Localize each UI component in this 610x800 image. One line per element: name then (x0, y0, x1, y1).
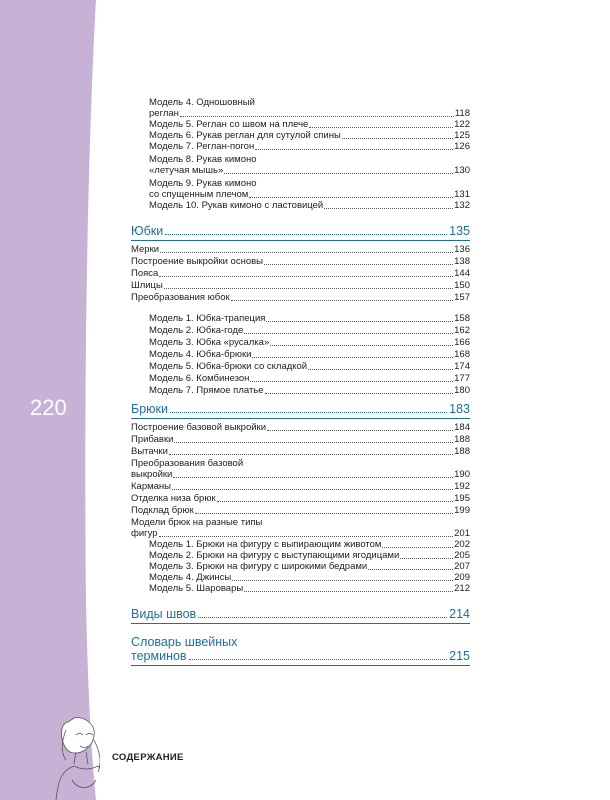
toc-entry-title: со спущенным плечом (149, 189, 249, 200)
toc-entry-page: 157 (454, 292, 470, 303)
toc-entry-page: 190 (454, 469, 470, 480)
toc-entry-title: Построение базовой выкройки (131, 422, 267, 433)
toc-entry-title: «летучая мышь» (149, 165, 224, 176)
page-number: 220 (30, 395, 67, 420)
toc-entry (149, 325, 470, 336)
toc-entry-page: 199 (454, 505, 470, 516)
toc-entry (131, 280, 470, 291)
toc-entry-title: Модель 3. Брюки на фигуру с широкими бедрами (149, 561, 368, 572)
toc-entry-title: Модель 5. Реглан со швом на плече (149, 119, 309, 130)
section-heading-glossary (131, 649, 470, 663)
section-heading-skirts (131, 224, 470, 238)
section-page: 215 (449, 649, 470, 663)
toc-entry (149, 539, 470, 550)
toc-entry-title: Вытачки (131, 446, 168, 457)
toc-entry (149, 550, 470, 561)
toc-entry-page: 192 (454, 481, 470, 492)
toc-entry-page: 205 (454, 550, 470, 561)
section-page: 183 (449, 402, 470, 416)
section-title: Юбки (131, 224, 164, 238)
toc-entry (149, 337, 470, 348)
toc-entry-page: 118 (454, 108, 470, 119)
toc-entry-line: Преобразования базовой (131, 458, 244, 469)
toc-entry (149, 373, 470, 384)
toc-entry-page: 150 (454, 280, 470, 291)
toc-entry-title: Карманы (131, 481, 171, 492)
toc-entry (149, 349, 470, 360)
section-page: 135 (449, 224, 470, 238)
toc-entry-title: Модель 3. Юбка «русалка» (149, 337, 270, 348)
toc-entry-title: Мерки (131, 244, 160, 255)
toc-entry-title: Модель 2. Брюки на фигуру с выступающими ягодицами (149, 550, 400, 561)
toc-entry-title: Модель 7. Прямое платье (149, 385, 264, 396)
toc-entry-title: Модель 6. Рукав реглан для сутулой спины (149, 130, 341, 141)
toc-entry (131, 493, 470, 504)
toc-entry (149, 130, 470, 141)
toc-entry-title: Модель 1. Юбка-трапеция (149, 313, 266, 324)
toc-entry (149, 385, 470, 396)
toc-entry (131, 505, 470, 516)
section-heading-seams (131, 607, 470, 621)
toc-entry (149, 583, 470, 594)
toc-entry-title: Шлицы (131, 280, 163, 291)
toc-entry-title: Модель 10. Рукав кимоно с ластовицей (149, 200, 324, 211)
toc-entry-title: Модель 1. Брюки на фигуру с выпирающим животом (149, 539, 382, 550)
toc-entry-page: 131 (454, 189, 470, 200)
toc-entry-page: 180 (454, 385, 470, 396)
toc-entry-title: Модель 7. Реглан-погон (149, 141, 255, 152)
toc-entry-page: 126 (454, 141, 470, 152)
section-title: Брюки (131, 402, 168, 416)
toc-entry-page: 158 (454, 313, 470, 324)
section-rule (131, 418, 470, 419)
toc-entry (149, 119, 470, 130)
toc-entry (131, 292, 470, 303)
toc-entry-title: реглан (149, 108, 179, 119)
toc-entry (149, 108, 470, 119)
toc-entry-page: 207 (454, 561, 470, 572)
toc-entry-page: 201 (454, 528, 470, 539)
toc-entry (131, 268, 470, 279)
toc-entry-page: 184 (454, 422, 470, 433)
section-heading-line: Словарь швейных (131, 635, 238, 649)
toc-entry-title: Модель 2. Юбка-годе (149, 325, 244, 336)
toc-entry-page: 132 (454, 200, 470, 211)
toc-entry-page: 195 (454, 493, 470, 504)
toc-entry (149, 141, 470, 152)
toc-entry-page: 138 (454, 256, 470, 267)
toc-entry-line: Модели брюк на разные типы (131, 517, 263, 528)
toc-entry-page: 168 (454, 349, 470, 360)
toc-entry (131, 446, 470, 457)
toc-entry-page: 144 (454, 268, 470, 279)
toc-entry (131, 528, 470, 539)
toc-entry (131, 434, 470, 445)
toc-entry (131, 469, 470, 480)
toc-entry-page: 188 (454, 446, 470, 457)
section-rule (131, 665, 470, 666)
toc-entry-title: Подклад брюк (131, 505, 194, 516)
toc-entry-page: 212 (454, 583, 470, 594)
toc-entry-title: Модель 5. Шаровары (149, 583, 244, 594)
toc-entry (149, 200, 470, 211)
toc-entry-page: 125 (454, 130, 470, 141)
toc-entry-line: Модель 4. Одношовный (149, 97, 255, 108)
toc-entry (149, 361, 470, 372)
toc-entry (149, 313, 470, 324)
toc-entry (131, 422, 470, 433)
toc-entry-title: выкройки (131, 469, 173, 480)
toc-entry (131, 256, 470, 267)
toc-entry (149, 165, 470, 176)
toc-entry-title: Модель 5. Юбка-брюки со складкой (149, 361, 308, 372)
toc-entry-title: Преобразования юбок (131, 292, 230, 303)
toc-entry (149, 189, 470, 200)
toc-entry-page: 177 (454, 373, 470, 384)
section-heading-trousers (131, 402, 470, 416)
section-rule (131, 623, 470, 624)
toc-entry-title: Построение выкройки основы (131, 256, 263, 267)
toc-entry-page: 162 (454, 325, 470, 336)
toc-entry (131, 244, 470, 255)
toc-entry-title: Модель 4. Джинсы (149, 572, 232, 583)
section-title: Виды швов (131, 607, 197, 621)
section-rule (131, 240, 470, 241)
toc-entry-page: 130 (454, 165, 470, 176)
toc-entry-page: 122 (454, 119, 470, 130)
toc-entry-title: Пояса (131, 268, 159, 279)
toc-entry-title: Отделка низа брюк (131, 493, 216, 504)
toc-entry-page: 166 (454, 337, 470, 348)
toc-entry (131, 481, 470, 492)
toc-entry-page: 174 (454, 361, 470, 372)
toc-entry (149, 561, 470, 572)
toc-entry (149, 572, 470, 583)
toc-entry-line: Модель 9. Рукав кимоно (149, 178, 257, 189)
toc-entry-title: Модель 6. Комбинезон (149, 373, 250, 384)
section-title: терминов (131, 649, 187, 663)
toc-entry-page: 209 (454, 572, 470, 583)
toc-entry-page: 202 (454, 539, 470, 550)
toc-entry-title: Модель 4. Юбка-брюки (149, 349, 252, 360)
toc-entry-title: Прибавки (131, 434, 174, 445)
toc-entry-title: фигур (131, 528, 158, 539)
running-footer: СОДЕРЖАНИЕ (112, 752, 184, 763)
toc-entry-page: 188 (454, 434, 470, 445)
toc-entry-page: 136 (454, 244, 470, 255)
toc-entry-line: Модель 8. Рукав кимоно (149, 154, 257, 165)
section-page: 214 (449, 607, 470, 621)
